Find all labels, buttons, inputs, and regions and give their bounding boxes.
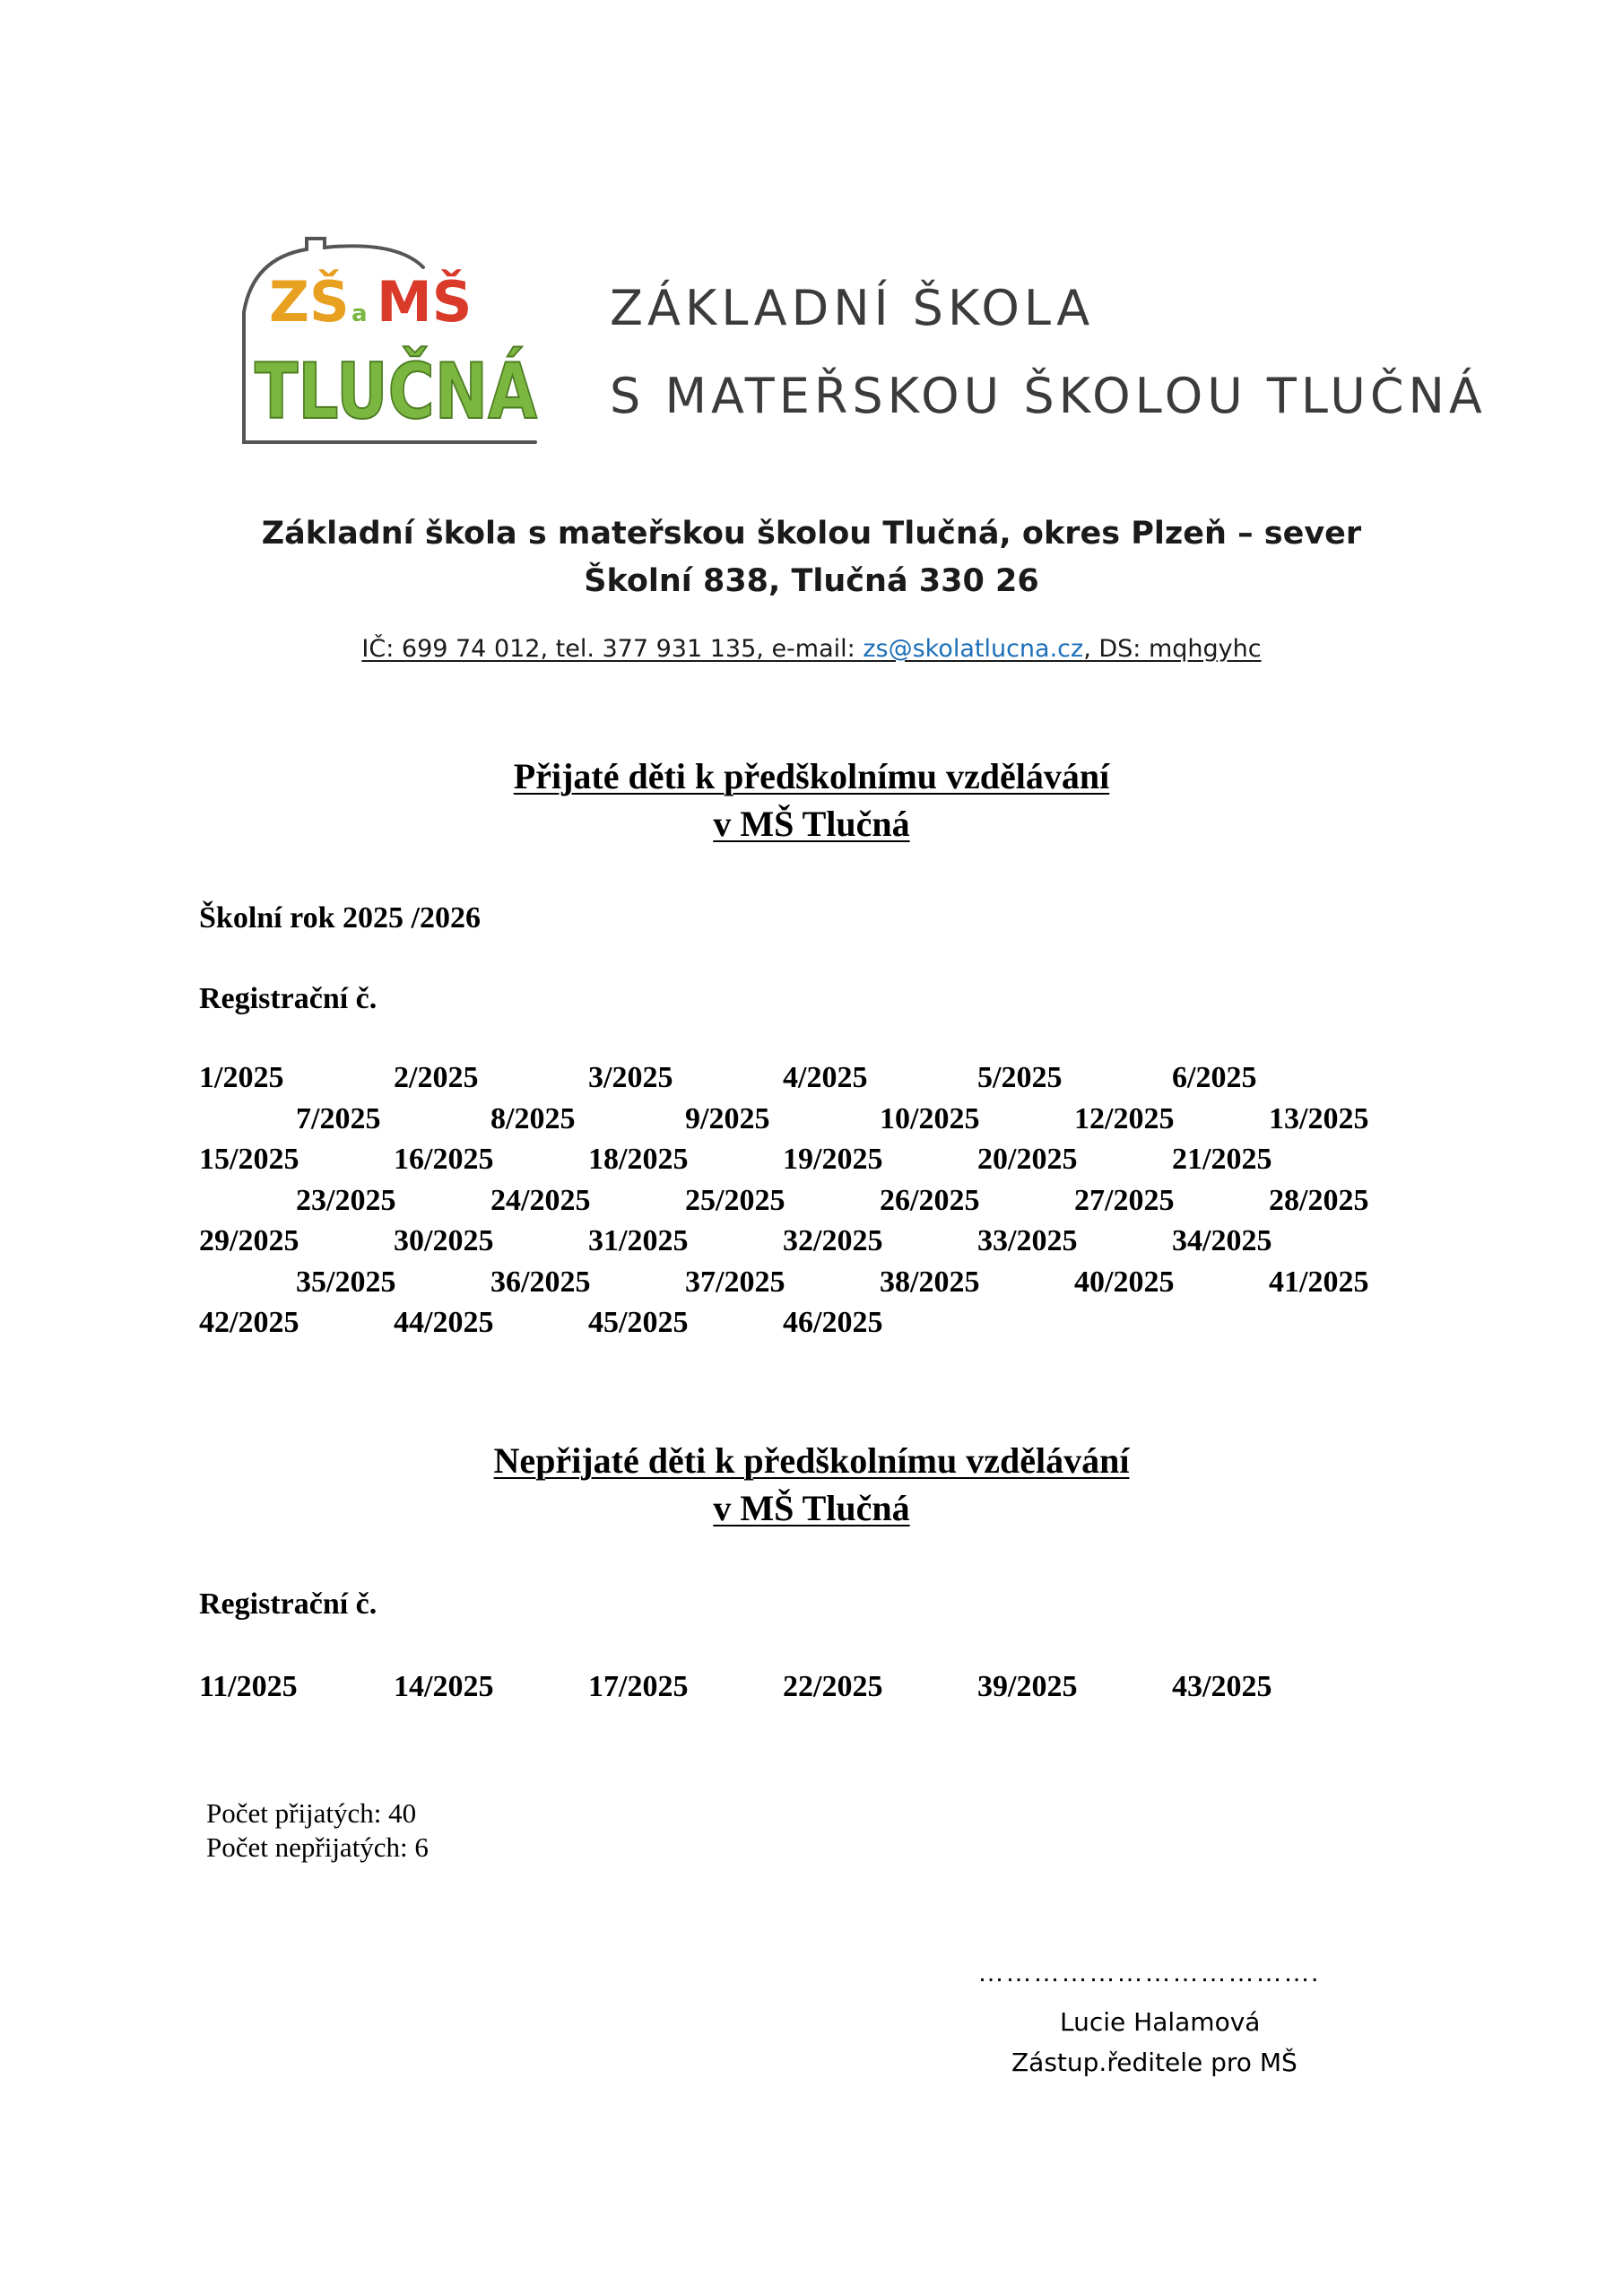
school-logo (235, 231, 597, 456)
accepted-reg-number: 27/2025 (1074, 1183, 1175, 1217)
accepted-reg-number: 18/2025 (588, 1143, 689, 1176)
school-name: Základní škola s mateřskou školou Tlučná, okres Plzeň – sever (261, 516, 1362, 552)
rejected-title-1: Nepřijaté děti k předškolnímu vzdělávání (493, 1440, 1130, 1481)
school-address: Školní 838, Tlučná 330 26 (584, 563, 1039, 599)
accepted-reg-number: 20/2025 (977, 1143, 1078, 1176)
banner-line-2: S MATEŘSKOU ŠKOLOU TLUČNÁ (610, 368, 1487, 424)
school-year: Školní rok 2025 /2026 (199, 901, 481, 935)
accepted-reg-number: 1/2025 (199, 1061, 284, 1094)
rejected-reg-number: 11/2025 (199, 1670, 298, 1703)
accepted-reg-number: 40/2025 (1074, 1265, 1175, 1299)
accepted-reg-number: 6/2025 (1172, 1061, 1257, 1094)
logo-ms: MŠ (377, 269, 473, 335)
accepted-reg-label: Registrační č. (199, 982, 378, 1015)
accepted-reg-number: 5/2025 (977, 1061, 1063, 1094)
email-link[interactable]: zs@skolatlucna.cz (863, 635, 1084, 663)
accepted-reg-number: 23/2025 (296, 1183, 396, 1217)
accepted-reg-number: 30/2025 (394, 1224, 494, 1257)
banner-line-1: ZÁKLADNÍ ŠKOLA (610, 280, 1095, 336)
accepted-reg-number: 28/2025 (1269, 1183, 1369, 1217)
accepted-reg-number: 9/2025 (685, 1101, 770, 1135)
rejected-title-2: v MŠ Tlučná (713, 1488, 910, 1528)
accepted-reg-number: 13/2025 (1269, 1101, 1369, 1135)
accepted-reg-number: 34/2025 (1172, 1224, 1272, 1257)
rejected-reg-number: 43/2025 (1172, 1670, 1272, 1703)
accepted-reg-number: 26/2025 (880, 1183, 980, 1217)
contact-suffix: , DS: mqhgyhc (1083, 635, 1262, 663)
accepted-reg-number: 32/2025 (783, 1224, 883, 1257)
accepted-reg-number: 37/2025 (685, 1265, 785, 1299)
logo-zs: ZŠ (269, 269, 350, 335)
signature-name: Lucie Halamová (1060, 2007, 1261, 2037)
accepted-title-2: v MŠ Tlučná (713, 804, 910, 844)
accepted-reg-number: 42/2025 (199, 1306, 299, 1339)
accepted-reg-number: 31/2025 (588, 1224, 689, 1257)
accepted-reg-number: 41/2025 (1269, 1265, 1369, 1299)
accepted-reg-number: 15/2025 (199, 1143, 299, 1176)
signature-line: ………………………………. (977, 1958, 1320, 1987)
accepted-reg-number: 4/2025 (783, 1061, 868, 1094)
accepted-reg-number: 45/2025 (588, 1306, 689, 1339)
accepted-reg-number: 36/2025 (490, 1265, 591, 1299)
accepted-reg-number: 16/2025 (394, 1143, 494, 1176)
stat-rejected: Počet nepřijatých: 6 (206, 1831, 429, 1863)
accepted-reg-number: 24/2025 (490, 1183, 591, 1217)
logo-tlucna: TLUČNÁ (255, 347, 597, 437)
accepted-reg-number: 46/2025 (783, 1306, 883, 1339)
contact-line (0, 635, 1623, 663)
rejected-reg-number: 17/2025 (588, 1670, 689, 1703)
contact-prefix: IČ: 699 74 012, tel. 377 931 135, e-mail: (361, 635, 864, 663)
rejected-reg-label: Registrační č. (199, 1587, 378, 1621)
rejected-reg-number: 14/2025 (394, 1670, 494, 1703)
accepted-title-1: Přijaté děti k předškolnímu vzdělávání (513, 756, 1110, 796)
rejected-reg-number: 39/2025 (977, 1670, 1078, 1703)
accepted-reg-number: 8/2025 (490, 1101, 576, 1135)
accepted-reg-number: 38/2025 (880, 1265, 980, 1299)
accepted-reg-number: 21/2025 (1172, 1143, 1272, 1176)
accepted-reg-number: 7/2025 (296, 1101, 381, 1135)
accepted-reg-number: 44/2025 (394, 1306, 494, 1339)
accepted-reg-number: 12/2025 (1074, 1101, 1175, 1135)
signature-role: Zástup.ředitele pro MŠ (1011, 2048, 1298, 2077)
accepted-reg-number: 29/2025 (199, 1224, 299, 1257)
accepted-reg-number: 3/2025 (588, 1061, 673, 1094)
stat-accepted: Počet přijatých: 40 (206, 1797, 417, 1829)
accepted-reg-number: 35/2025 (296, 1265, 396, 1299)
accepted-reg-number: 25/2025 (685, 1183, 785, 1217)
accepted-reg-number: 19/2025 (783, 1143, 883, 1176)
logo-a: a (352, 300, 368, 327)
accepted-reg-number: 2/2025 (394, 1061, 479, 1094)
accepted-reg-number: 33/2025 (977, 1224, 1078, 1257)
rejected-reg-number: 22/2025 (783, 1670, 883, 1703)
accepted-reg-number: 10/2025 (880, 1101, 980, 1135)
